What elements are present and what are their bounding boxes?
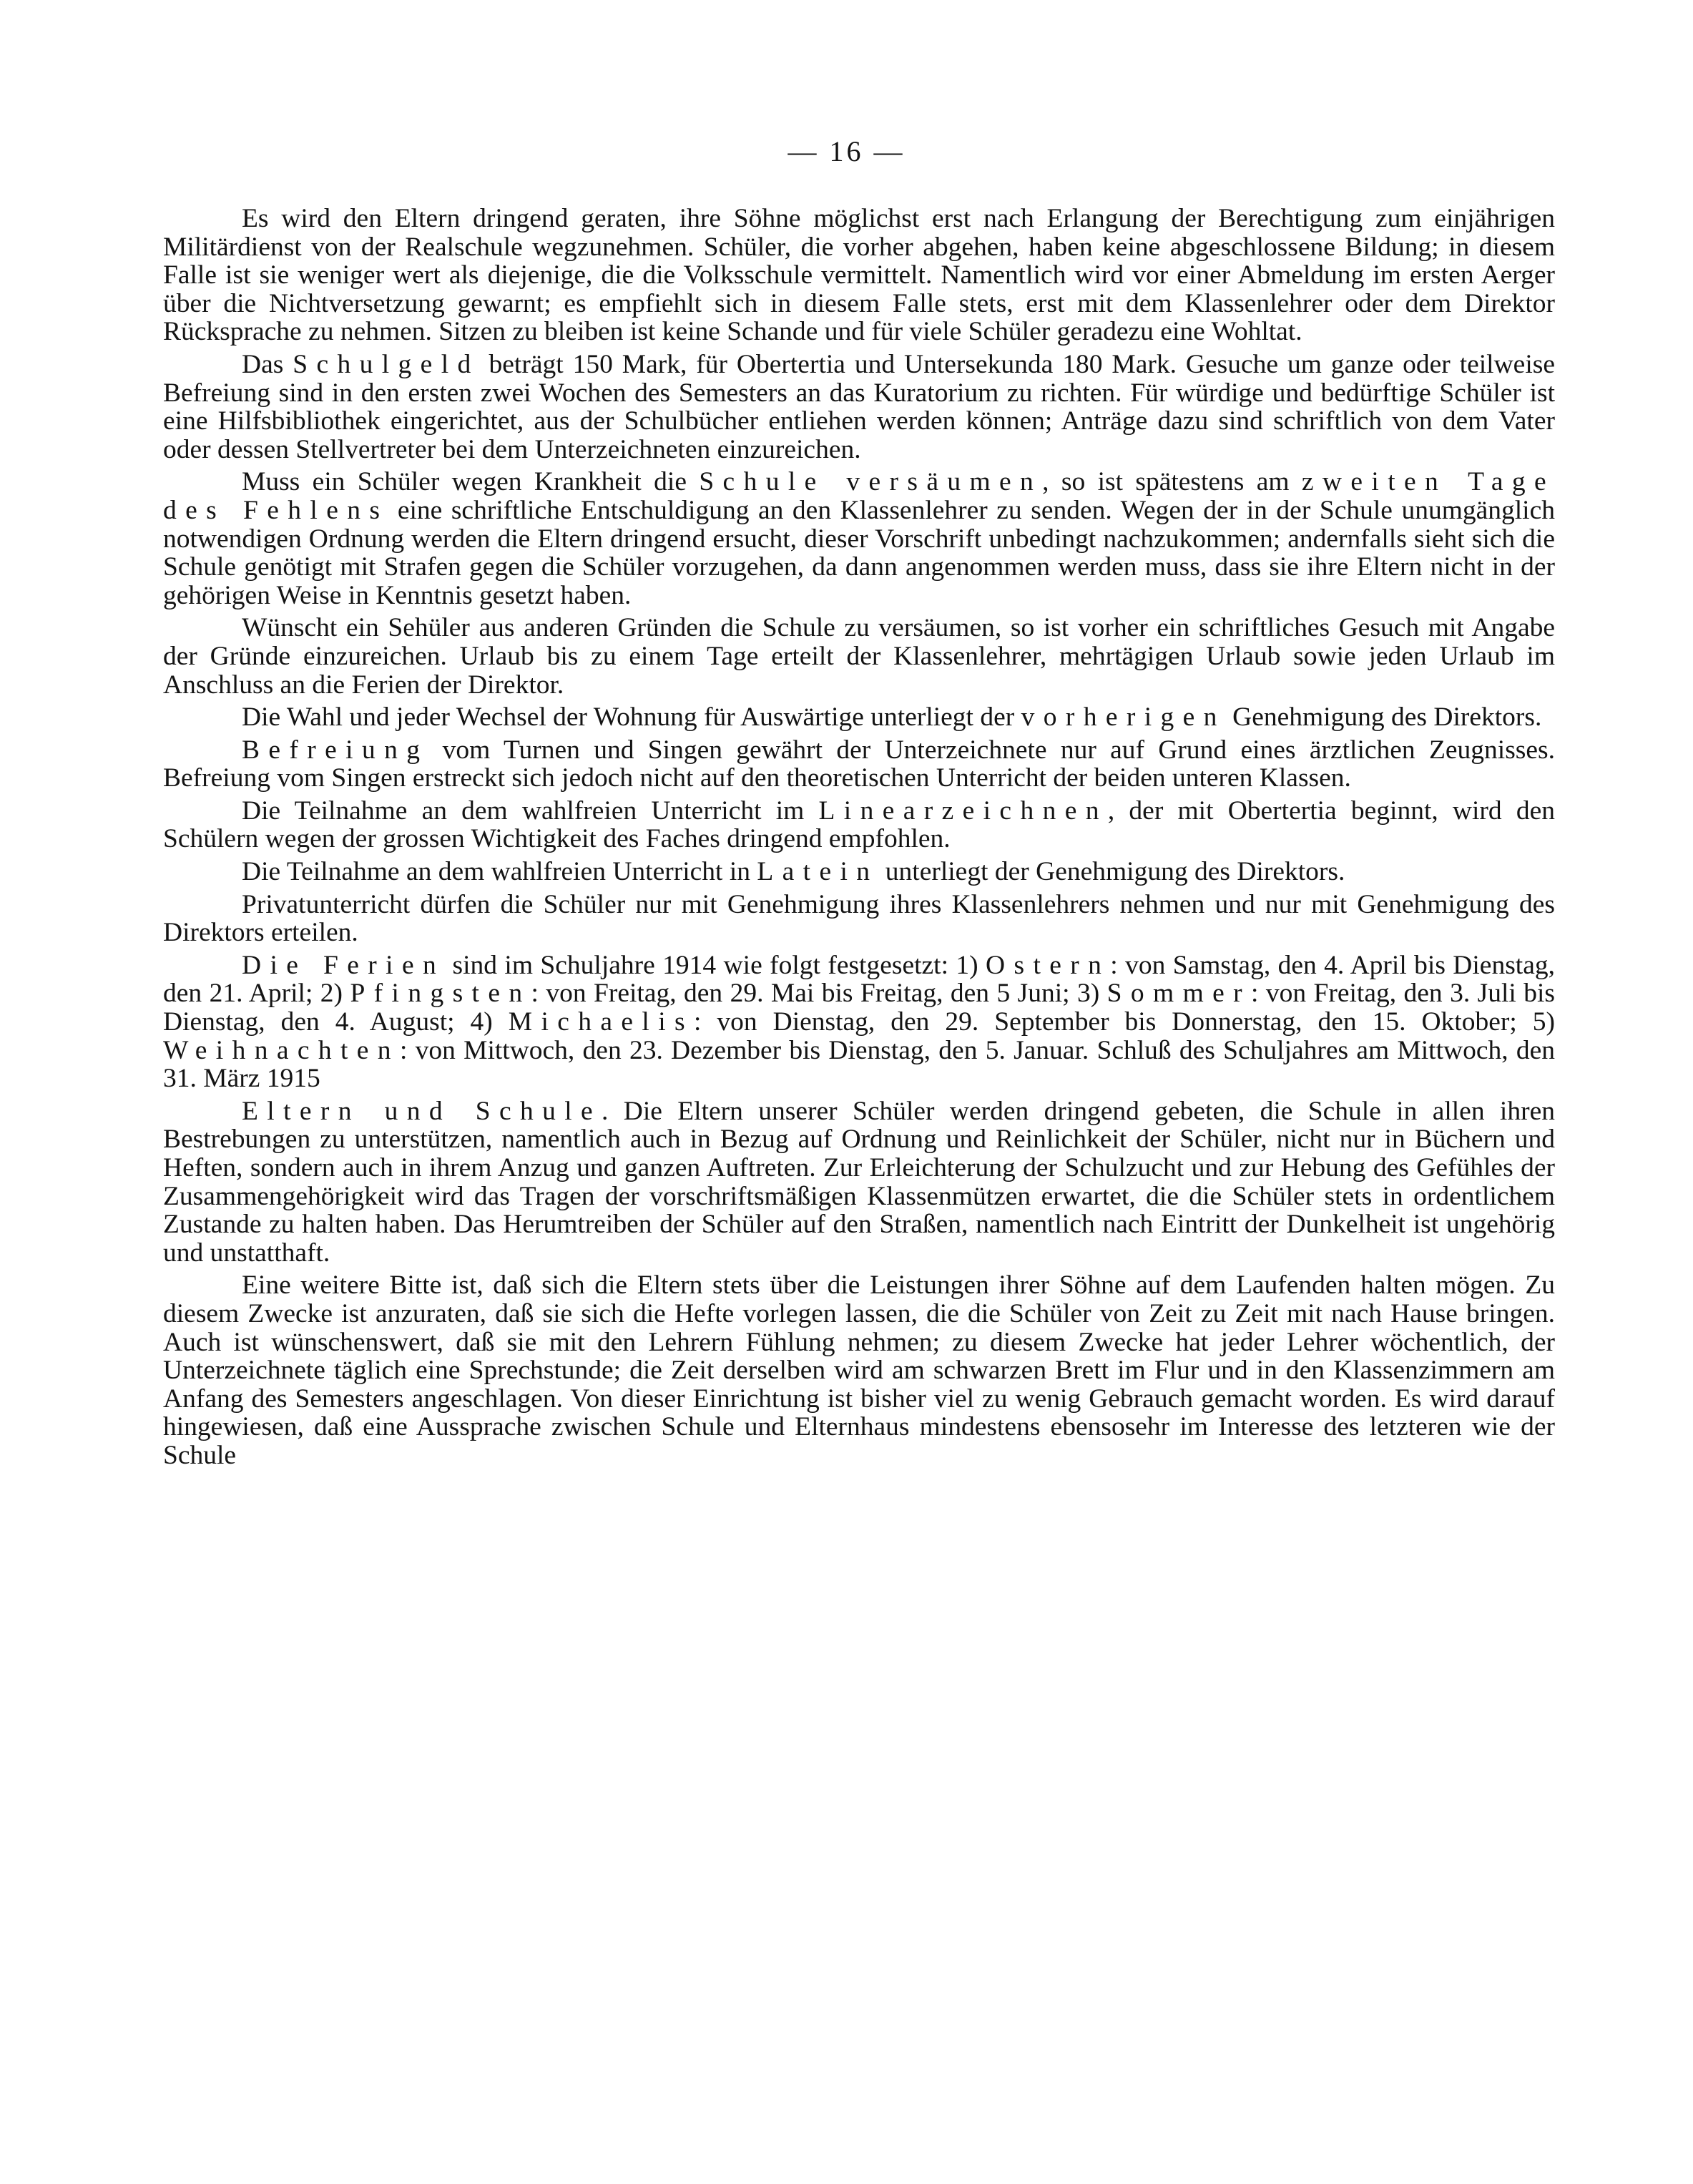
paragraph-p8 (163, 858, 1555, 886)
text-run: Privatunterricht dürfen die Schüler nur mit Genehmigung ihres Klassenlehrers nehmen und nur mit Genehmigung des Direktors erteilen. (163, 889, 1555, 948)
spaced-emphasis: Linearzeichnen (818, 795, 1108, 826)
text-run: sind im Schuljahre 1914 wie folgt festgesetzt: 1) (445, 950, 986, 980)
page-number: — 16 — (787, 135, 906, 167)
spaced-emphasis: Befreiung (242, 735, 429, 765)
spaced-emphasis: Schulgeld (293, 349, 480, 379)
text-run: . Die Eltern unserer Schüler werden dringend gebeten, die Schule in allen ihren Bestrebungen zu unterstützen, namentlich auch in Bezug auf Ordnung und Reinlichkeit der Schüler, nicht nur in Büchern und Heften, sondern auch in ihrem Anzug und ganzen Auftreten. Zur Erleichterung der Schulzucht und zur Hebung des Gefühles der Zusammengehörigkeit wird das Tragen der vorschriftsmäßigen Klassenmützen erwartet, die die Schüler stets in ordentlichem Zustande zu halten haben. Das Herumtreiben der Schüler auf den Straßen, namentlich nach Eintritt der Dunkelheit ist ungehörig und unstatthaft. (163, 1096, 1555, 1268)
paragraph-p4 (163, 614, 1555, 699)
paragraph-p12 (163, 1271, 1555, 1469)
spaced-emphasis: vorherigen (1021, 702, 1226, 733)
paragraph-p7 (163, 797, 1555, 853)
spaced-emphasis: Sommer (1106, 979, 1251, 1009)
text-run: : von Freitag, den 29. Mai bis Freitag, den 5 Juni; 3) (531, 979, 1107, 1009)
spaced-emphasis: Schule versäumen (699, 467, 1043, 497)
paragraph-p2 (163, 351, 1555, 464)
text-run: unterliegt der Genehmigung des Direktors. (878, 857, 1345, 887)
paragraph-p10 (163, 951, 1555, 1093)
text-run: Wünscht ein Sehüler aus anderen Gründen die Schule zu versäumen, so ist vorher ein schriftliches Gesuch mit Angabe der Gründe einzureichen. Urlaub bis zu einem Tage erteilt der Klassenlehrer, mehrtägigen Urlaub sowie jeden Urlaub im Anschluss an die Ferien der Direktor. (163, 613, 1555, 700)
spaced-emphasis: Die Ferien (242, 950, 446, 980)
text-run: beträgt 150 Mark, für Obertertia und Untersekunda 180 Mark. Gesuche um ganze oder teilweise Befreiung sind in den ersten zwei Wochen des Semesters an das Kuratorium zu richten. Für würdige und bedürftige Schüler ist eine Hilfsbibliothek eingerichtet, aus der Schulbücher entliehen werden können; Anträge dazu sind schriftlich von dem Vater oder dessen Stellvertreter bei dem Unterzeichneten einzureichen. (163, 349, 1555, 464)
text-run: : von Freitag, den 3. Juli bis Dienstag, den 4. August; 4) (163, 979, 1556, 1037)
page-body (163, 205, 1555, 1474)
spaced-emphasis: Latein (757, 857, 879, 887)
spaced-emphasis: Weihnachten (163, 1035, 400, 1065)
spaced-emphasis: Michaelis (508, 1007, 694, 1037)
text-run: Das (242, 349, 293, 379)
text-run: eine schriftliche Entschuldigung an den Klassenlehrer zu senden. Wegen der in der Schule unumgänglich notwendigen Ordnung werden die Eltern dringend ersucht, dieser Vorschrift unbedingt nachzukommen; andernfalls sieht sich die Schule genötigt mit Strafen gegen die Schüler vorzugehen, da dann angenommen werden muss, dass sie ihre Eltern nicht in der gehörigen Weise in Kenntnis gesetzt haben. (163, 495, 1555, 610)
text-run: : von Mittwoch, den 23. Dezember bis Dienstag, den 5. Januar. Schluß des Schuljahres am Mittwoch, den 31. März 1915 (163, 1035, 1555, 1094)
text-run: Genehmigung des Direktors. (1225, 702, 1542, 733)
text-run: , der mit Obertertia beginnt, wird den Schülern wegen der grossen Wichtigkeit des Faches dringend empfohlen. (163, 795, 1555, 854)
text-run: Es wird den Eltern dringend geraten, ihre Söhne möglichst erst nach Erlangung der Berechtigung zum einjährigen Militärdienst von der Realschule wegzunehmen. Schüler, die vorher abgehen, haben keine abgeschlossene Bildung; in diesem Falle ist sie weniger wert als diejenige, die die Volksschule vermittelt. Namentlich wird vor einer Abmeldung im ersten Aerger über die Nichtversetzung gewarnt; es empfiehlt sich in diesem Falle stets, erst mit dem Klassenlehrer oder dem Direktor Rücksprache zu nehmen. Sitzen zu bleiben ist keine Schande und für viele Schüler geradezu eine Wohltat. (163, 204, 1555, 347)
text-run: Die Teilnahme an dem wahlfreien Unterricht in (242, 857, 757, 887)
paragraph-p5 (163, 703, 1555, 732)
text-run: Die Teilnahme an dem wahlfreien Unterricht im (242, 795, 819, 826)
paragraph-p1 (163, 205, 1555, 346)
spaced-emphasis: Eltern und Schule (242, 1096, 602, 1126)
spaced-emphasis: zweiten Tage des Fehlens (163, 467, 1555, 525)
paragraph-p6 (163, 736, 1555, 793)
text-run: , so ist spätestens am (1042, 467, 1302, 497)
text-run: : von Dienstag, den 29. September bis Donnerstag, den 15. Oktober; 5) (694, 1007, 1555, 1037)
text-run: : von Samstag, den 4. April bis Dienstag, den 21. April; 2) (163, 950, 1555, 1009)
text-run: Muss ein Schüler wegen Krankheit die (242, 467, 700, 497)
text-run: Eine weitere Bitte ist, daß sich die Eltern stets über die Leistungen ihrer Söhne auf dem Laufenden halten mögen. Zu diesem Zwecke ist anzuraten, daß sie sich die Hefte vorlegen lassen, die die Schüler von Zeit zu Zeit mit nach Hause bringen. Auch ist wünschenswert, daß sie mit den Lehrern Fühlung nehmen; zu diesem Zwecke hat jeder Lehrer wöchentlich, der Unterzeichnete täglich eine Sprechstunde; die Zeit derselben wird am schwarzen Brett im Flur und in den Klassenzimmern am Anfang des Semesters angeschlagen. Von dieser Einrichtung ist bisher viel zu wenig Gebrauch gemacht worden. Es wird darauf hingewiesen, daß eine Aussprache zwischen Schule und Elternhaus mindestens ebensosehr im Interesse des letzteren wie der Schule (163, 1270, 1555, 1470)
text-run: Die Wahl und jeder Wechsel der Wohnung für Auswärtige unterliegt der (242, 702, 1021, 733)
text-run: vom Turnen und Singen gewährt der Unterzeichnete nur auf Grund eines ärztlichen Zeugnisses. Befreiung vom Singen erstreckt sich jedoch nicht auf den theoretischen Unterricht der beiden unteren Klassen. (163, 735, 1555, 793)
paragraph-p9 (163, 891, 1555, 947)
spaced-emphasis: Pfingsten (350, 979, 531, 1009)
paragraph-p11 (163, 1097, 1555, 1268)
paragraph-p3 (163, 468, 1555, 609)
spaced-emphasis: Ostern (986, 950, 1111, 980)
